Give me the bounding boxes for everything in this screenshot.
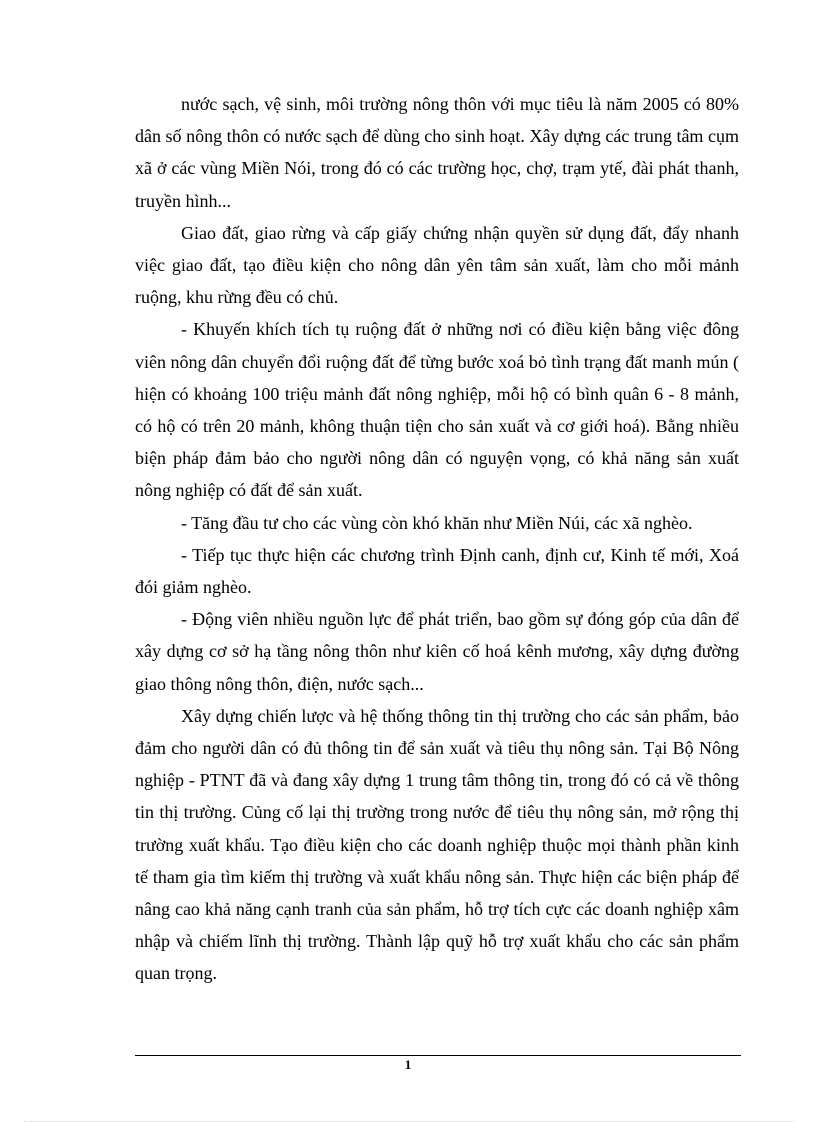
paragraph-clean-water: nước sạch, vệ sinh, môi trường nông thôn với mục tiêu là năm 2005 có 80% dân số nông thôn có nước sạch để dùng cho sinh hoạt. Xây dựng các trung tâm cụm xã ở các vùng Miền Nói, trong đó có các trường học, chợ, trạm ytế, đài phát thanh, truyền hình... [135,94,739,211]
paragraph-mobilize-resources: - Động viên nhiều nguồn lực để phát triển, bao gồm sự đóng góp của dân để xây dựng cơ sở hạ tầng nông thôn như kiên cố hoá kênh mương, xây dựng đường giao thông nông thôn, điện, nước sạch... [135,609,739,694]
paragraph-market-strategy: Xây dựng chiến lược và hệ thống thông tin thị trường cho các sản phẩm, bảo đảm cho người dân có đủ thông tin để sản xuất và tiêu thụ nông sản. Tại Bộ Nông nghiệp - PTNT đã và đang xây dựng 1 trung tâm thông tin, trong đó có cả về thông tin thị trường. Củng cố lại thị trường trong nước để tiêu thụ nông sản, mở rộng thị trường xuất khẩu. Tạo điều kiện cho các doanh nghiệp thuộc mọi thành phần kinh tế tham gia tìm kiếm thị trường và xuất khẩu nông sản. Thực hiện các biện pháp để nâng cao khả năng cạnh tranh của sản phẩm, hỗ trợ tích cực các doanh nghiệp xâm nhập và chiếm lĩnh thị trường. Thành lập quỹ hỗ trợ xuất khẩu cho các sản phẩm quan trọng. [135,705,739,984]
paragraph-land-accumulation: - Khuyến khích tích tụ ruộng đất ở những nơi có điều kiện bằng việc đông viên nông dân chuyển đổi ruộng đất để từng bước xoá bỏ tình trạng đất manh mún ( hiện có khoảng 100 triệu mảnh đất nông nghiệp, mỗi hộ có bình quân 6 - 8 mảnh, có hộ có trên 20 mảnh, không thuận tiện cho sản xuất và cơ giới hoá). Bằng nhiều biện pháp đảm bảo cho người nông dân có nguyện vọng, có khả năng sản xuất nông nghiệp có đất để sản xuất. [135,319,739,501]
page-number: 1 [404,1057,412,1072]
paragraph-investment: - Tăng đầu tư cho các vùng còn khó khăn như Miền Núi, các xã nghèo. [181,512,693,533]
paragraph-land-allocation: Giao đất, giao rừng và cấp giấy chứng nhận quyền sử dụng đất, đẩy nhanh việc giao đất, tạo điều kiện cho nông dân yên tâm sản xuất, làm cho mỗi mảnh ruộng, khu rừng đều có chủ. [135,222,739,308]
page-bottom-border [24,1121,794,1122]
footer-divider [135,1055,741,1056]
document-body [135,88,739,990]
paragraph-programs: - Tiếp tục thực hiện các chương trình Định canh, định cư, Kinh tế mới, Xoá đói giảm nghèo. [135,544,739,598]
